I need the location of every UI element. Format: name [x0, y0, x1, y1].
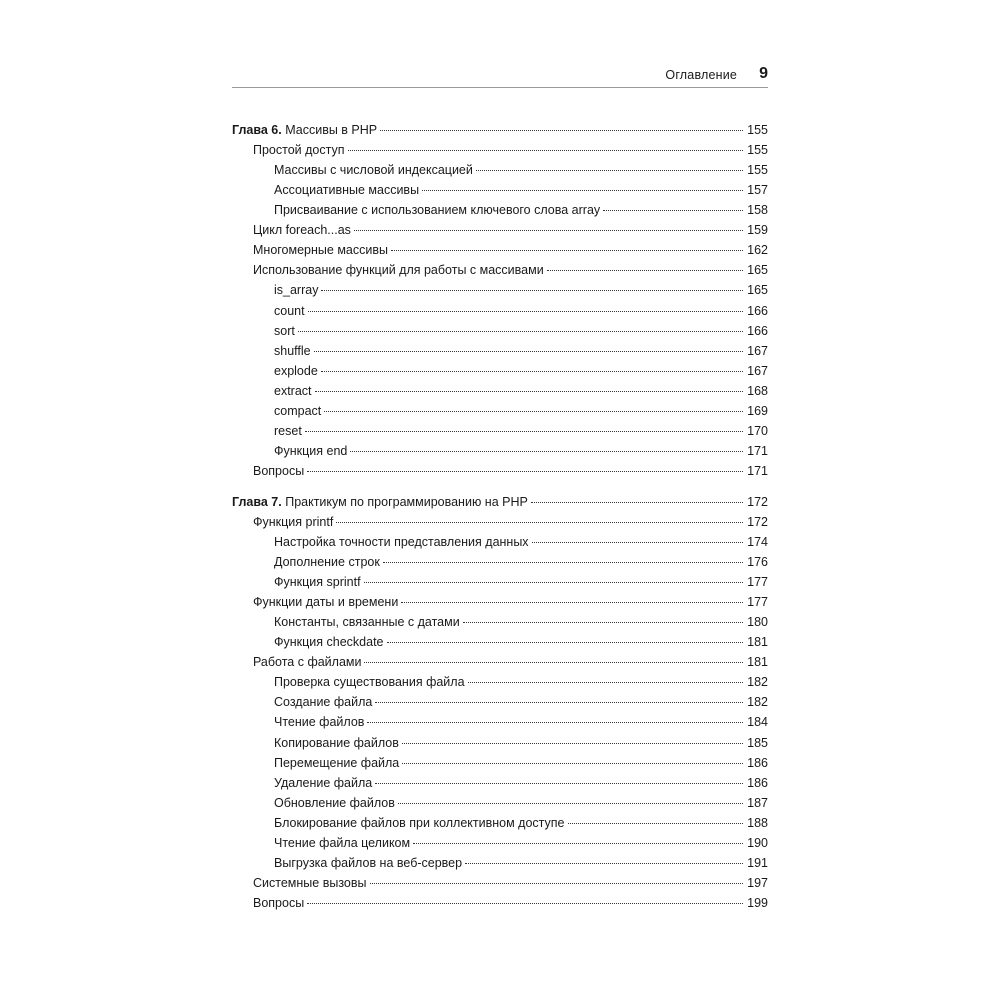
dot-leader	[364, 661, 743, 663]
toc-entry	[232, 632, 768, 652]
toc-page-number: 166	[747, 303, 768, 318]
dot-leader	[468, 681, 743, 683]
toc-entry	[232, 512, 768, 532]
toc-entry-title: Присваивание с использованием ключевого слова array	[274, 203, 601, 218]
toc-entry-title: is_array	[274, 283, 319, 298]
toc-entry	[232, 853, 768, 873]
toc-entry	[232, 200, 768, 220]
toc-page-number: 166	[747, 323, 768, 338]
toc-entry	[232, 220, 768, 240]
toc-entry	[232, 341, 768, 361]
toc-entry	[232, 401, 768, 421]
toc-entry	[232, 441, 768, 461]
dot-leader	[531, 501, 743, 503]
toc-page-number: 180	[747, 615, 768, 630]
toc-entry	[232, 572, 768, 592]
dot-leader	[380, 129, 743, 131]
toc-entry	[232, 240, 768, 260]
toc-entry	[232, 361, 768, 381]
dot-leader	[465, 862, 743, 864]
toc-page-number: 199	[747, 895, 768, 910]
dot-leader	[350, 450, 743, 452]
dot-leader	[308, 310, 743, 312]
dot-leader	[532, 541, 743, 543]
toc-page-number: 186	[747, 775, 768, 790]
dot-leader	[336, 521, 743, 523]
toc-entry	[232, 873, 768, 893]
toc-entry-title: compact	[274, 403, 322, 418]
toc-page-number: 186	[747, 755, 768, 770]
toc-entry-title: extract	[274, 383, 312, 398]
toc-entry-title: Функция printf	[253, 515, 334, 529]
toc-entry-title: Функция end	[274, 443, 348, 458]
toc-page-number: 176	[747, 555, 768, 570]
dot-leader	[375, 782, 743, 784]
dot-leader	[383, 561, 743, 563]
dot-leader	[398, 802, 743, 804]
dot-leader	[547, 269, 743, 271]
toc-page-number: 157	[747, 183, 768, 198]
toc-page-number: 165	[747, 263, 768, 278]
toc-entry-title: Создание файла	[274, 695, 373, 710]
toc-page-number: 169	[747, 403, 768, 418]
toc-entry	[232, 532, 768, 552]
toc-entry-title: reset	[274, 423, 302, 438]
toc-entry-title: Обновление файлов	[274, 795, 395, 810]
toc-page-number: 185	[747, 735, 768, 750]
dot-leader	[314, 350, 743, 352]
toc-entry-title: shuffle	[274, 343, 311, 358]
toc-entry	[232, 692, 768, 712]
toc-page-number: 190	[747, 835, 768, 850]
dot-leader	[422, 189, 743, 191]
toc-entry	[232, 140, 768, 160]
toc-entry	[232, 592, 768, 612]
toc-entry-title: Настройка точности представления данных	[274, 535, 529, 549]
toc-page-number: 167	[747, 343, 768, 358]
header-title: Оглавление	[665, 67, 738, 82]
toc-page-number: 191	[747, 855, 768, 870]
toc-page-number: 187	[747, 795, 768, 810]
toc-entry-title: Работа с файлами	[253, 655, 362, 670]
toc-entry-title: Перемещение файла	[274, 755, 400, 770]
dot-leader	[387, 641, 744, 643]
toc-entry-title: Дополнение строк	[274, 555, 380, 570]
toc-page-number: 155	[747, 143, 768, 158]
dot-leader	[391, 249, 743, 251]
dot-leader	[307, 470, 743, 472]
toc-entry-title: Функция checkdate	[274, 635, 384, 650]
dot-leader	[364, 581, 743, 583]
toc-entry-title: Глава 6. Массивы в PHP	[232, 123, 378, 137]
dot-leader	[476, 169, 743, 171]
toc-entry	[232, 160, 768, 180]
toc-entry-title: explode	[274, 363, 318, 378]
toc-page-number: 182	[747, 695, 768, 710]
toc-entry-title: Вопросы	[253, 895, 305, 910]
toc-page-number: 170	[747, 423, 768, 438]
toc-page-number: 158	[747, 203, 768, 218]
running-header	[232, 62, 768, 86]
toc-entry-title: Копирование файлов	[274, 735, 399, 750]
dot-leader	[402, 762, 743, 764]
toc-entry	[232, 421, 768, 441]
toc-entry	[232, 813, 768, 833]
toc-page-number: 172	[747, 515, 768, 529]
toc-entry-title: count	[274, 303, 305, 318]
toc-entry-title: Ассоциативные массивы	[274, 183, 420, 198]
toc-page-number: 172	[747, 494, 768, 509]
dot-leader	[603, 209, 743, 211]
toc-entry-title: Простой доступ	[253, 143, 345, 158]
chapter-number: Глава 7.	[232, 494, 282, 509]
toc-page-number: 181	[747, 655, 768, 670]
dot-leader	[315, 390, 743, 392]
dot-leader	[367, 721, 743, 723]
toc-page-number: 182	[747, 675, 768, 690]
toc-entry	[232, 612, 768, 632]
toc-entry-title: sort	[274, 323, 295, 338]
header-rule	[232, 87, 768, 88]
toc-entry-title: Функция sprintf	[274, 575, 361, 590]
toc-page-number: 162	[747, 243, 768, 258]
toc-entry	[232, 773, 768, 793]
dot-leader	[324, 410, 743, 412]
toc-entry	[232, 321, 768, 341]
toc-entry	[232, 280, 768, 300]
toc-chapter-entry	[232, 120, 768, 140]
dot-leader	[413, 842, 743, 844]
toc-entry	[232, 260, 768, 280]
dot-leader	[370, 882, 744, 884]
toc-page-number: 197	[747, 875, 768, 890]
toc-entry-title: Чтение файлов	[274, 715, 365, 730]
dot-leader	[298, 330, 743, 332]
toc-page-number: 171	[747, 443, 768, 458]
toc-entry	[232, 793, 768, 813]
dot-leader	[305, 430, 743, 432]
toc-entry-title: Блокирование файлов при коллективном доступе	[274, 815, 565, 830]
dot-leader	[321, 370, 743, 372]
dot-leader	[354, 229, 743, 231]
toc-entry	[232, 552, 768, 572]
toc-entry-title: Цикл foreach...as	[253, 223, 351, 238]
toc-entry	[232, 672, 768, 692]
toc-entry-title: Чтение файла целиком	[274, 835, 411, 850]
page-number: 9	[759, 65, 768, 82]
dot-leader	[568, 822, 744, 824]
dot-leader	[348, 149, 743, 151]
toc-entry	[232, 733, 768, 753]
toc-page-number: 181	[747, 635, 768, 650]
dot-leader	[375, 701, 743, 703]
toc-entry-title: Выгрузка файлов на веб-сервер	[274, 855, 463, 870]
toc-entry	[232, 180, 768, 200]
toc-entry-title: Использование функций для работы с массивами	[253, 263, 544, 278]
toc-entry-title: Проверка существования файла	[274, 675, 465, 690]
toc-entry	[232, 381, 768, 401]
toc-page-number: 165	[747, 283, 768, 298]
toc-entry	[232, 833, 768, 853]
chapter-number: Глава 6.	[232, 123, 282, 137]
toc-page-number: 177	[747, 595, 768, 610]
dot-leader	[321, 289, 743, 291]
toc-entry	[232, 301, 768, 321]
toc-entry-title: Глава 7. Практикум по программированию на PHP	[232, 494, 528, 509]
toc-page-number: 174	[747, 535, 768, 549]
toc-entry-title: Функции даты и времени	[253, 595, 399, 610]
toc-entry-title: Константы, связанные с датами	[274, 615, 460, 630]
toc-entry-title: Многомерные массивы	[253, 243, 388, 258]
toc-entry-title: Удаление файла	[274, 775, 373, 790]
toc-entry	[232, 461, 768, 481]
toc-page-number: 155	[747, 163, 768, 178]
toc-entry	[232, 893, 768, 913]
dot-leader	[402, 742, 743, 744]
toc-entry	[232, 712, 768, 732]
toc-page-number: 168	[747, 383, 768, 398]
toc-entry-title: Системные вызовы	[253, 875, 367, 890]
toc-chapter-entry	[232, 492, 768, 512]
toc-entry-title: Вопросы	[253, 463, 305, 478]
toc-page-number: 155	[747, 123, 768, 137]
toc-page-number: 188	[747, 815, 768, 830]
dot-leader	[401, 601, 743, 603]
toc-page-number: 167	[747, 363, 768, 378]
toc-entry	[232, 753, 768, 773]
toc-page-number: 159	[747, 223, 768, 238]
toc-page-number: 171	[747, 463, 768, 478]
toc-page-number: 177	[747, 575, 768, 590]
toc-entry-title: Массивы с числовой индексацией	[274, 163, 473, 178]
toc-entry	[232, 652, 768, 672]
dot-leader	[463, 621, 743, 623]
toc-page-number: 184	[747, 715, 768, 730]
dot-leader	[307, 902, 743, 904]
